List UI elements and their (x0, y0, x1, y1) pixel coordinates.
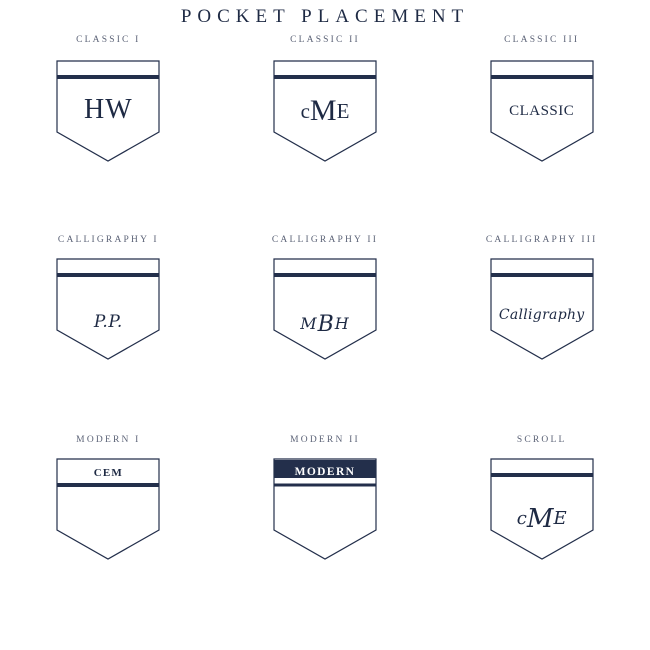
pocket-option-scroll[interactable] (433, 432, 650, 632)
pocket-option-label: CLASSIC I (76, 35, 141, 45)
pocket-option-label: SCROLL (516, 435, 567, 445)
pocket-option-calligraphy-3[interactable] (433, 232, 650, 432)
pocket-option-modern-2[interactable] (217, 432, 434, 632)
pocket-option-label: CLASSIC III (504, 35, 580, 45)
pocket-option-label: CALLIGRAPHY III (485, 235, 598, 245)
pocket-monogram: MODERN (294, 466, 356, 478)
monogram-center: B (317, 312, 335, 337)
pocket-shape (273, 60, 377, 162)
pocket-option-classic-1[interactable] (0, 32, 217, 232)
pocket-option-label: MODERN I (76, 435, 141, 445)
pocket-shape (273, 258, 377, 360)
pocket-outline-icon (273, 258, 377, 360)
pocket-option-label: CLASSIC II (290, 35, 360, 45)
pocket-monogram: CLASSIC (509, 103, 575, 119)
pocket-outline-icon (56, 258, 160, 360)
monogram-right: E (336, 99, 350, 123)
monogram-right: E (553, 508, 567, 529)
pocket-monogram (273, 96, 377, 126)
monogram-left: c (300, 99, 310, 123)
pocket-monogram: Calligraphy (498, 307, 585, 323)
monogram-center: M (309, 94, 337, 127)
pocket-option-classic-3[interactable] (433, 32, 650, 232)
pocket-monogram: HW (84, 94, 133, 125)
pocket-option-classic-2[interactable] (217, 32, 434, 232)
pocket-option-modern-1[interactable] (0, 432, 217, 632)
pocket-option-label: CALLIGRAPHY II (271, 235, 379, 245)
pocket-option-calligraphy-2[interactable] (217, 232, 434, 432)
pocket-shape (56, 258, 160, 360)
pocket-shape (56, 60, 160, 162)
pocket-shape (490, 458, 594, 560)
pocket-option-calligraphy-1[interactable] (0, 232, 217, 432)
monogram-left: M (300, 314, 318, 333)
pocket-grid (0, 32, 650, 632)
monogram-center: M (526, 504, 554, 534)
monogram-left: c (516, 508, 527, 529)
pocket-shape (56, 458, 160, 560)
pocket-monogram (273, 314, 377, 336)
pocket-monogram: P.P. (93, 312, 123, 332)
pocket-option-label: CALLIGRAPHY I (57, 235, 159, 245)
pocket-monogram (490, 506, 594, 532)
pocket-shape (490, 258, 594, 360)
page-title: POCKET PLACEMENT (180, 6, 470, 27)
pocket-shape (273, 458, 377, 560)
pocket-option-label: MODERN II (290, 435, 360, 445)
pocket-monogram: CEM (93, 467, 123, 479)
pocket-shape (490, 60, 594, 162)
monogram-right: H (334, 314, 350, 333)
